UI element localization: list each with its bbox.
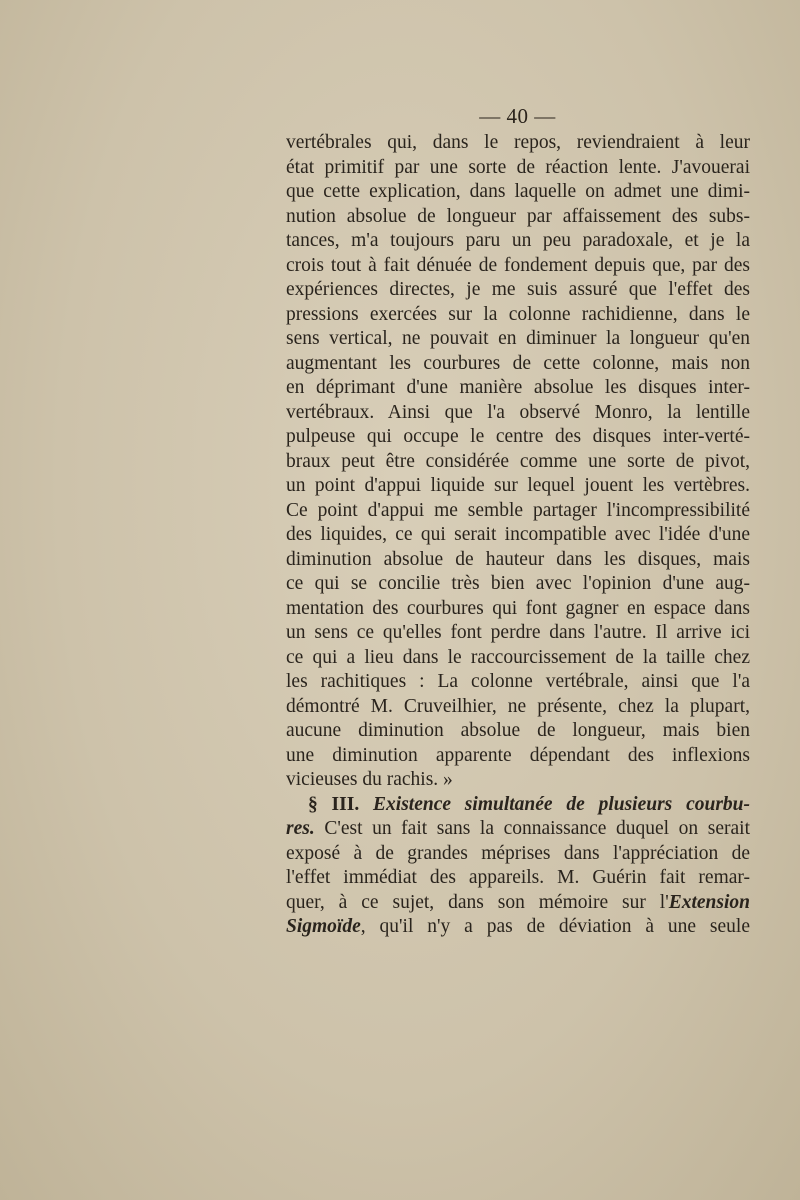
text-line: augmentant les courbures de cette colonne, mais non <box>286 352 750 374</box>
text-line: crois tout à fait dénuée de fondement depuis que, par des <box>286 254 750 276</box>
text-span: quer, à ce sujet, dans son mémoire sur l' <box>286 891 669 913</box>
text-line: mentation des courbures qui font gagner en espace dans <box>286 597 750 619</box>
text-line: une diminution apparente dépendant des inflexions <box>286 744 750 766</box>
section-number: § III. <box>308 793 360 815</box>
section-title: Existence simultanée de plusieurs courbu- <box>373 793 751 815</box>
memoir-title: Extension <box>668 891 750 913</box>
text-line: un point d'appui liquide sur lequel jouent les vertèbres. <box>286 475 750 496</box>
text-span: C'est un fait sans la connaissance duquel on serait <box>324 818 750 839</box>
text-line: exposé à de grandes méprises dans l'appréciation de <box>286 842 750 864</box>
text-line: pressions exercées sur la colonne rachidienne, dans le <box>286 303 750 325</box>
page-number: — 40 — <box>479 104 556 128</box>
text-line: état primitif par une sorte de réaction lente. J'avouerai <box>286 156 750 178</box>
text-line: ce qui a lieu dans le raccourcissement de la taille chez <box>286 646 750 668</box>
text-line: les rachitiques : La colonne vertébrale, ainsi que l'a <box>286 671 750 692</box>
text-line <box>286 817 750 842</box>
text-line: expériences directes, je me suis assuré que l'effet des <box>286 279 750 300</box>
text-line: braux peut être considérée comme une sorte de pivot, <box>286 450 750 472</box>
text-span: , qu'il n'y a pas de déviation à une seule <box>360 916 750 937</box>
text-line <box>286 891 750 916</box>
text-line: vertébrales qui, dans le repos, reviendraient à leur <box>286 132 750 153</box>
text-line: vicieuses du rachis. » <box>286 769 453 790</box>
text-line: vertébraux. Ainsi que l'a observé Monro, la lentille <box>286 401 750 423</box>
text-line: des liquides, ce qui serait incompatible avec l'idée d'une <box>286 524 750 545</box>
text-line: tances, m'a toujours paru un peu paradoxale, et je la <box>286 230 750 251</box>
text-line: ce qui se concilie très bien avec l'opinion d'une aug- <box>286 573 750 594</box>
text-line: Ce point d'appui me semble partager l'incompressibilité <box>286 499 750 521</box>
section-3 <box>286 793 750 940</box>
text-line: aucune diminution absolue de longueur, mais bien <box>286 720 750 741</box>
text-line <box>286 915 750 940</box>
body-text <box>286 131 750 940</box>
text-line: l'effet immédiat des appareils. M. Guérin fait remar- <box>286 867 750 888</box>
memoir-title-end: Sigmoïde <box>286 916 361 937</box>
text-line: démontré M. Cruveilhier, ne présente, chez la plupart, <box>286 695 750 717</box>
paragraph-1 <box>286 131 750 793</box>
text-line: pulpeuse qui occupe le centre des disques inter-verté- <box>286 426 750 447</box>
text-line: en déprimant d'une manière absolue les disques inter- <box>286 377 750 398</box>
text-line: nution absolue de longueur par affaissement des subs- <box>286 205 750 227</box>
text-line: sens vertical, ne pouvait en diminuer la longueur qu'en <box>286 328 750 349</box>
text-line: diminution absolue de hauteur dans les disques, mais <box>286 548 750 570</box>
section-heading-line <box>286 793 750 818</box>
text-line: que cette explication, dans laquelle on admet une dimi- <box>286 181 750 202</box>
text-line: un sens ce qu'elles font perdre dans l'autre. Il arrive ici <box>286 622 750 643</box>
section-title-end: res. <box>286 818 315 839</box>
